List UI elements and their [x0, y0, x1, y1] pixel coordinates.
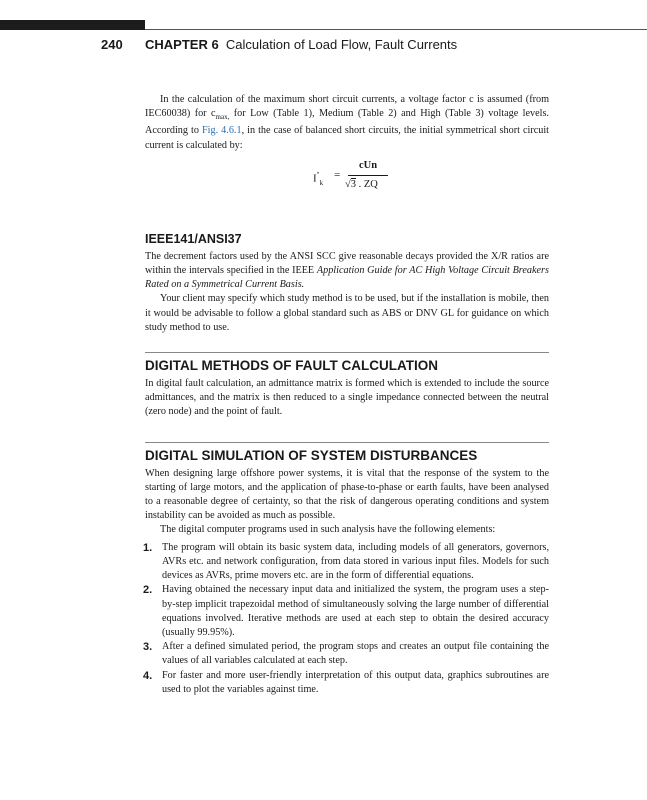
list-item-text: The program will obtain its basic system data, including models of all generators, governors, AVRs etc. and network configuration, from data stored in various input files. Models for such devices as AVRs, prime movers etc. are in the form of differential equations. — [162, 541, 549, 582]
digital-simulation-paragraph-1: When designing large offshore power systems, it is vital that the response of the system to the starting of large motors, and the application of phase-to-phase or earth faults, have been analysed to a reasonable degree of certainty, so that the risk of dangerous operating conditions and system instability can be avoided as much as possible. — [145, 467, 549, 522]
intro-text-3: , in the case of balanced short circuits, the initial symmetrical short circuit current is calculated by: — [145, 125, 549, 151]
formula-denominator — [345, 178, 378, 192]
ieee-guide-title: Application Guide for AC High Voltage Circuit Breakers Rated on a Symmetrical Current Basis. — [145, 265, 549, 291]
digital-simulation-paragraph-2: The digital computer programs used in such analysis have the following elements: — [160, 524, 496, 536]
denominator-rest: . ZQ — [356, 178, 378, 190]
chapter-name: Calculation of Load Flow, Fault Currents — [225, 37, 458, 52]
digital-methods-paragraph: In digital fault calculation, an admittance matrix is formed which is extended to include the source admittances, and the matrix is then reduced to a single impedance connected between the neutral (zero node) and the point of fault. — [145, 378, 549, 418]
formula-lhs-sub: k — [319, 178, 324, 187]
list-item — [145, 541, 549, 584]
formula-lhs-symbol: I — [313, 172, 317, 185]
figure-link[interactable]: Fig. 4.6.1 — [202, 125, 242, 137]
heading-digital-methods: DIGITAL METHODS OF FAULT CALCULATION — [145, 358, 438, 374]
ieee-text: The decrement factors used by the ANSI SCC give reasonable decays provided the X/R ratios are within the intervals specified in the IEEE — [145, 250, 549, 277]
short-circuit-formula — [145, 159, 549, 211]
formula-lhs-sup: ″ — [316, 170, 320, 179]
list-item-text: For faster and more user-friendly interpretation of this output data, graphics subroutines are used to plot the variables against time. — [162, 669, 549, 695]
sqrt-sign: √ — [345, 178, 351, 190]
list-item-text: After a defined simulated period, the program stops and creates an output file containing the values of all variables calculated at each step. — [162, 641, 549, 667]
chapter-label: CHAPTER 6 — [145, 37, 219, 52]
header-bar — [0, 20, 145, 30]
list-item — [145, 583, 549, 640]
formula-numerator: cUn — [358, 159, 378, 171]
list-item-number: 3. — [143, 641, 153, 654]
ieee-paragraph-1 — [145, 250, 549, 293]
cmax-subscript: max, — [215, 113, 230, 122]
list-item — [145, 640, 549, 668]
list-item-text: Having obtained the necessary input data and initialized the system, the program uses a step-by-step implicit trapezoidal method of simultaneously solving the large number of differential equations involved. Iterative methods are used at each step to obtain the desired accuracy (usually 99.95%). — [162, 584, 549, 638]
list-item-number: 4. — [143, 669, 153, 682]
page-number: 240 — [101, 37, 123, 52]
list-item-number: 2. — [143, 584, 153, 597]
ieee-paragraph-2: Your client may specify which study method is to be used, but if the installation is mobile, then it would be advisable to follow a global standard such as ABS or DNV GL for guidance on which study method to use. — [145, 293, 549, 333]
header-rule — [145, 29, 647, 30]
formula-lhs — [313, 168, 323, 190]
section-divider — [145, 442, 549, 443]
running-head — [0, 37, 647, 53]
intro-paragraph — [145, 93, 549, 153]
heading-digital-simulation: DIGITAL SIMULATION OF SYSTEM DISTURBANCES — [145, 447, 478, 463]
heading-ieee: IEEE141/ANSI37 — [145, 231, 242, 246]
list-item — [145, 669, 549, 697]
list-item-number: 1. — [143, 541, 153, 554]
elements-list — [145, 541, 549, 697]
chapter-title — [145, 37, 457, 53]
intro-text-2: for Low (Table 1), Medium (Table 2) and High (Table 3) voltage levels. According to — [145, 108, 549, 137]
intro-text-1: In the calculation of the maximum short circuit currents, a voltage factor c is assumed (from IEC60038) for c — [145, 94, 549, 120]
section-divider — [145, 352, 549, 353]
sqrt-radicand: 3 — [350, 178, 357, 190]
formula-equals: = — [334, 168, 341, 181]
page-body — [145, 93, 549, 697]
fraction-bar — [348, 175, 388, 176]
